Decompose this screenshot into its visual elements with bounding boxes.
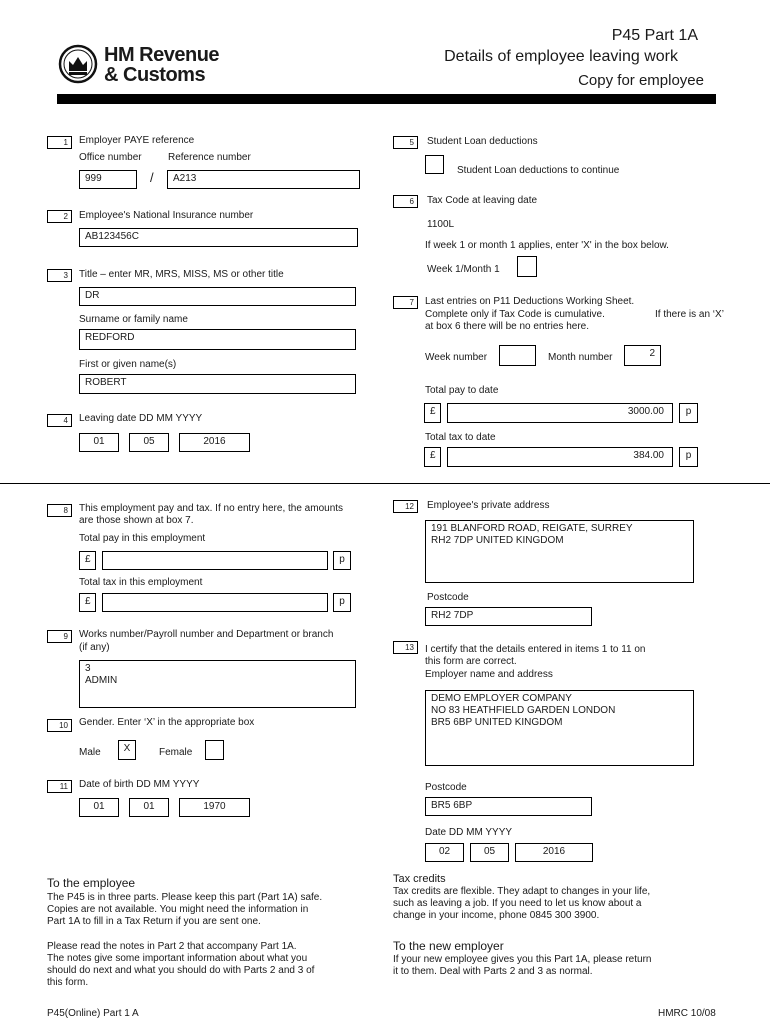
total-tax-pound-symbol: £ [424,447,441,467]
box4-label: Leaving date DD MM YYYY [79,413,203,424]
employee-address-field[interactable]: 191 BLANFORD ROAD, REIGATE, SURREY RH2 7DP UNITED KINGDOM [425,520,694,583]
certify-month-field[interactable]: 05 [470,843,509,862]
reference-number-field[interactable]: A213 [167,170,360,189]
box13-line1: I certify that the details entered in items 1 to 11 on [425,644,646,655]
logo-line-1: HM Revenue [104,44,220,66]
box1-number: 1 [47,136,72,149]
box12-label: Employee's private address [427,500,550,511]
box9-line1: Works number/Payroll number and Department or branch [79,629,334,640]
box11-label: Date of birth DD MM YYYY [79,779,200,790]
employment-tax-pound-symbol: £ [79,593,96,612]
total-tax-to-date-label: Total tax to date [425,432,496,443]
box1-label: Employer PAYE reference [79,135,195,146]
section-divider [0,483,770,484]
hmrc-logo [58,44,238,88]
box6-label: Tax Code at leaving date [427,195,538,206]
week-number-field[interactable] [499,345,536,366]
month-number-label: Month number [548,352,613,363]
logo-line-2: & Customs [104,64,206,86]
box7-line3: at box 6 there will be no entries here. [425,321,589,332]
box8-number: 8 [47,504,72,517]
female-checkbox[interactable] [205,740,224,760]
employee-postcode-field[interactable]: RH2 7DP [425,607,592,626]
surname-label: Surname or family name [79,314,188,325]
form-title: Details of employee leaving work [444,48,678,65]
box7-line2a: Complete only if Tax Code is cumulative. [425,309,605,320]
title-field[interactable]: DR [79,287,356,306]
first-name-label: First or given name(s) [79,359,177,370]
leaving-month-field[interactable]: 05 [129,433,169,452]
works-number-field[interactable]: 3 ADMIN [79,660,356,708]
to-employee-paragraph-1: The P45 is in three parts. Please keep this part (Part 1A) safe. Copies are not available. You might need the information in Part 1A to fill in a Tax Return if you are sent one. [47,892,323,927]
tax-credits-heading: Tax credits [393,873,446,885]
employer-postcode-field[interactable]: BR5 6BP [425,797,592,816]
employer-postcode-label: Postcode [425,782,467,793]
birth-year-field[interactable]: 1970 [179,798,250,817]
employer-address-field[interactable]: DEMO EMPLOYER COMPANY NO 83 HEATHFIELD GARDEN LONDON BR5 6BP UNITED KINGDOM [425,690,694,766]
footer-hmrc-version: HMRC 10/08 [658,1008,716,1019]
box10-number: 10 [47,719,72,732]
box11-number: 11 [47,780,72,793]
employment-tax-field[interactable] [102,593,328,612]
box9-number: 9 [47,630,72,643]
ni-number-field[interactable]: AB123456C [79,228,358,247]
leaving-year-field[interactable]: 2016 [179,433,250,452]
reference-number-label: Reference number [168,152,251,163]
leaving-day-field[interactable]: 01 [79,433,119,452]
total-tax-employment-label: Total tax in this employment [79,577,203,588]
female-label: Female [159,747,193,758]
box5-number: 5 [393,136,418,149]
box6-number: 6 [393,195,418,208]
box8-line2: are those shown at box 7. [79,515,194,526]
month-number-field[interactable]: 2 [624,345,661,366]
student-loan-continue-label: Student Loan deductions to continue [457,165,620,176]
box5-label: Student Loan deductions [427,136,538,147]
office-number-field[interactable]: 999 [79,170,137,189]
total-pay-pence-label: p [679,403,698,423]
employee-postcode-label: Postcode [427,592,469,603]
total-pay-to-date-label: Total pay to date [425,385,499,396]
box8-line1: This employment pay and tax. If no entry here, the amounts [79,503,344,514]
student-loan-checkbox[interactable] [425,155,444,174]
form-code: P45 Part 1A [611,27,698,44]
box2-label: Employee's National Insurance number [79,210,254,221]
total-pay-employment-label: Total pay in this employment [79,533,206,544]
box10-label: Gender. Enter ‘X’ in the appropriate box [79,717,255,728]
box9-line2: (if any) [79,642,110,653]
paye-separator: / [150,170,154,185]
box7-line1: Last entries on P11 Deductions Working Sheet. [425,296,635,307]
box3-number: 3 [47,269,72,282]
total-pay-pound-symbol: £ [424,403,441,423]
to-employee-heading: To the employee [47,876,136,890]
birth-month-field[interactable]: 01 [129,798,169,817]
box4-number: 4 [47,414,72,427]
birth-day-field[interactable]: 01 [79,798,119,817]
certify-year-field[interactable]: 2016 [515,843,593,862]
tax-code-value: 1100L [427,219,455,230]
employment-pay-pound-symbol: £ [79,551,96,570]
footer-form-id: P45(Online) Part 1 A [47,1008,139,1019]
crown-crest-icon [58,44,98,84]
box13-line2: this form are correct. [425,656,517,667]
office-number-label: Office number [79,152,142,163]
copy-label: Copy for employee [578,72,704,89]
header-rule [57,94,716,104]
certify-date-label: Date DD MM YYYY [425,827,513,838]
new-employer-heading: To the new employer [393,939,504,953]
total-tax-to-date-field[interactable]: 384.00 [447,447,673,467]
week1-note: If week 1 or month 1 applies, enter 'X' in the box below. [425,240,669,251]
to-employee-paragraph-2: Please read the notes in Part 2 that accompany Part 1A. The notes give some important information about what you should do next and what you should do with Parts 2 and 3 of this form. [47,941,315,988]
tax-credits-paragraph: Tax credits are flexible. They adapt to changes in your life, such as leaving a job. If you need to let us know about a change in your income, phone 0845 300 3900. [393,886,651,921]
box3-label: Title – enter MR, MRS, MISS, MS or other title [79,269,284,280]
week1-checkbox[interactable] [517,256,537,277]
week1-label: Week 1/Month 1 [427,264,500,275]
box7-line2b: If there is an ‘X’ [655,309,724,320]
total-tax-pence-label: p [679,447,698,467]
total-pay-to-date-field[interactable]: 3000.00 [447,403,673,423]
box13-line3: Employer name and address [425,669,553,680]
box12-number: 12 [393,500,418,513]
first-name-field[interactable]: ROBERT [79,374,356,394]
certify-day-field[interactable]: 02 [425,843,464,862]
employment-pay-pence-label: p [333,551,351,570]
box13-number: 13 [393,641,418,654]
week-number-label: Week number [425,352,488,363]
employment-tax-pence-label: p [333,593,351,612]
box7-number: 7 [393,296,418,309]
male-label: Male [79,747,101,758]
employment-pay-field[interactable] [102,551,328,570]
box2-number: 2 [47,210,72,223]
male-checkbox[interactable]: X [118,740,136,760]
new-employer-paragraph: If your new employee gives you this Part 1A, please return it to them. Deal with Parts 2 and 3 as normal. [393,954,652,977]
surname-field[interactable]: REDFORD [79,329,356,350]
